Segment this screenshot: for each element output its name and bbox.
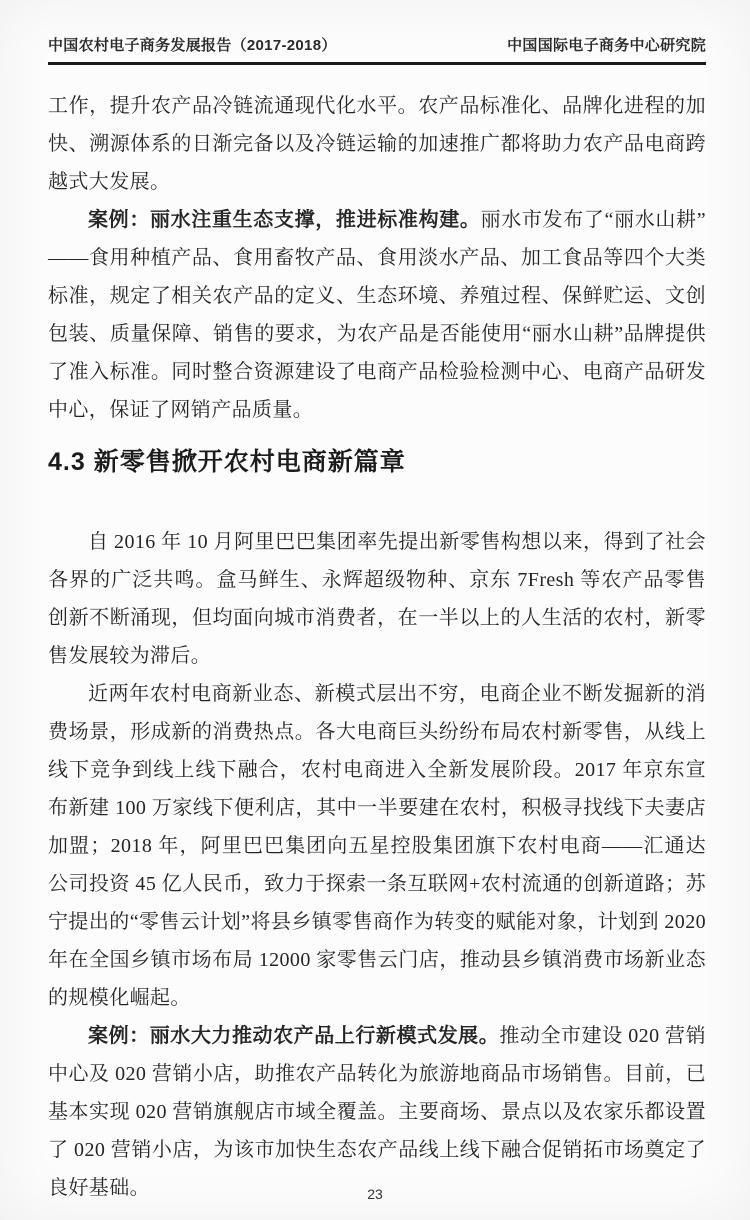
paragraph-cold-chain: 工作，提升农产品冷链流通现代化水平。农产品标准化、品牌化进程的加快、溯源体系的日渐完备以及冷链运输的加速推广都将助力农产品电商跨越式大发展。 [48,95,706,193]
case-upstream-lead: 案例：丽水大力推动农产品上行新模式发展。 [88,1025,500,1047]
paragraph-new-retail-layout: 近两年农村电商新业态、新模式层出不穷，电商企业不断发掘新的消费场景，形成新的消费热点。各大电商巨头纷纷布局农村新零售，从线上线下竞争到线上线下融合，农村电商进入全新发展阶段。2017 年京东宣布新建 100 万家线下便利店，其中一半要建在农村，积极寻找线下夫妻店加盟；2018 年，阿里巴巴集团向五星控股集团旗下农村电商——汇通达公司投资 45 亿人民币，致力于探索一条互联网+农村流通的创新道路；苏宁提出的“零售云计划”将县乡镇零售商作为转变的赋能对象，计划到 2020 年在全国乡镇市场布局 12000 家零售云门店，推动县乡镇消费市场新业态的规模化崛起。 [48,683,706,1009]
page-footer [0,1186,750,1202]
paragraph-case-lishui-standards [48,201,706,429]
case-standards-text: 丽水市发布了“丽水山耕”——食用种植产品、食用畜牧产品、食用淡水产品、加工食品等四个大类标准，规定了相关农产品的定义、生态环境、养殖过程、保鲜贮运、文创包装、质量保障、销售的要求，为农产品是否能使用“丽水山耕”品牌提供了准入标准。同时整合资源建设了电商产品检验检测中心、电商产品研发中心，保证了网销产品质量。 [48,209,706,421]
page-body [48,87,706,1207]
page-header [48,34,706,65]
header-institute-name: 中国国际电子商务中心研究院 [507,37,706,54]
case-standards-lead: 案例：丽水注重生态支撑，推进标准构建。 [88,209,481,231]
page-number: 23 [367,1186,383,1202]
paragraph-new-retail-intro: 自 2016 年 10 月阿里巴巴集团率先提出新零售构想以来，得到了社会各界的广泛共鸣。盒马鲜生、永辉超级物种、京东 7Fresh 等农产品零售创新不断涌现，但均面向城市消费者，在一半以上的人生活的农村，新零售发展较为滞后。 [48,531,706,667]
paragraph-case-lishui-upstream [48,1017,706,1207]
case-upstream-text: 推动全市建设 020 营销中心及 020 营销小店，助推农产品转化为旅游地商品市场销售。目前，已基本实现 020 营销旗舰店市域全覆盖。主要商场、景点以及农家乐都设置了 020 营销小店，为该市加快生态农产品线上线下融合促销拓市场奠定了良好基础。 [48,1025,707,1199]
section-heading-4-3: 4.3 新零售掀开农村电商新篇章 [48,448,406,476]
header-report-title: 中国农村电子商务发展报告（2017-2018） [48,37,337,54]
